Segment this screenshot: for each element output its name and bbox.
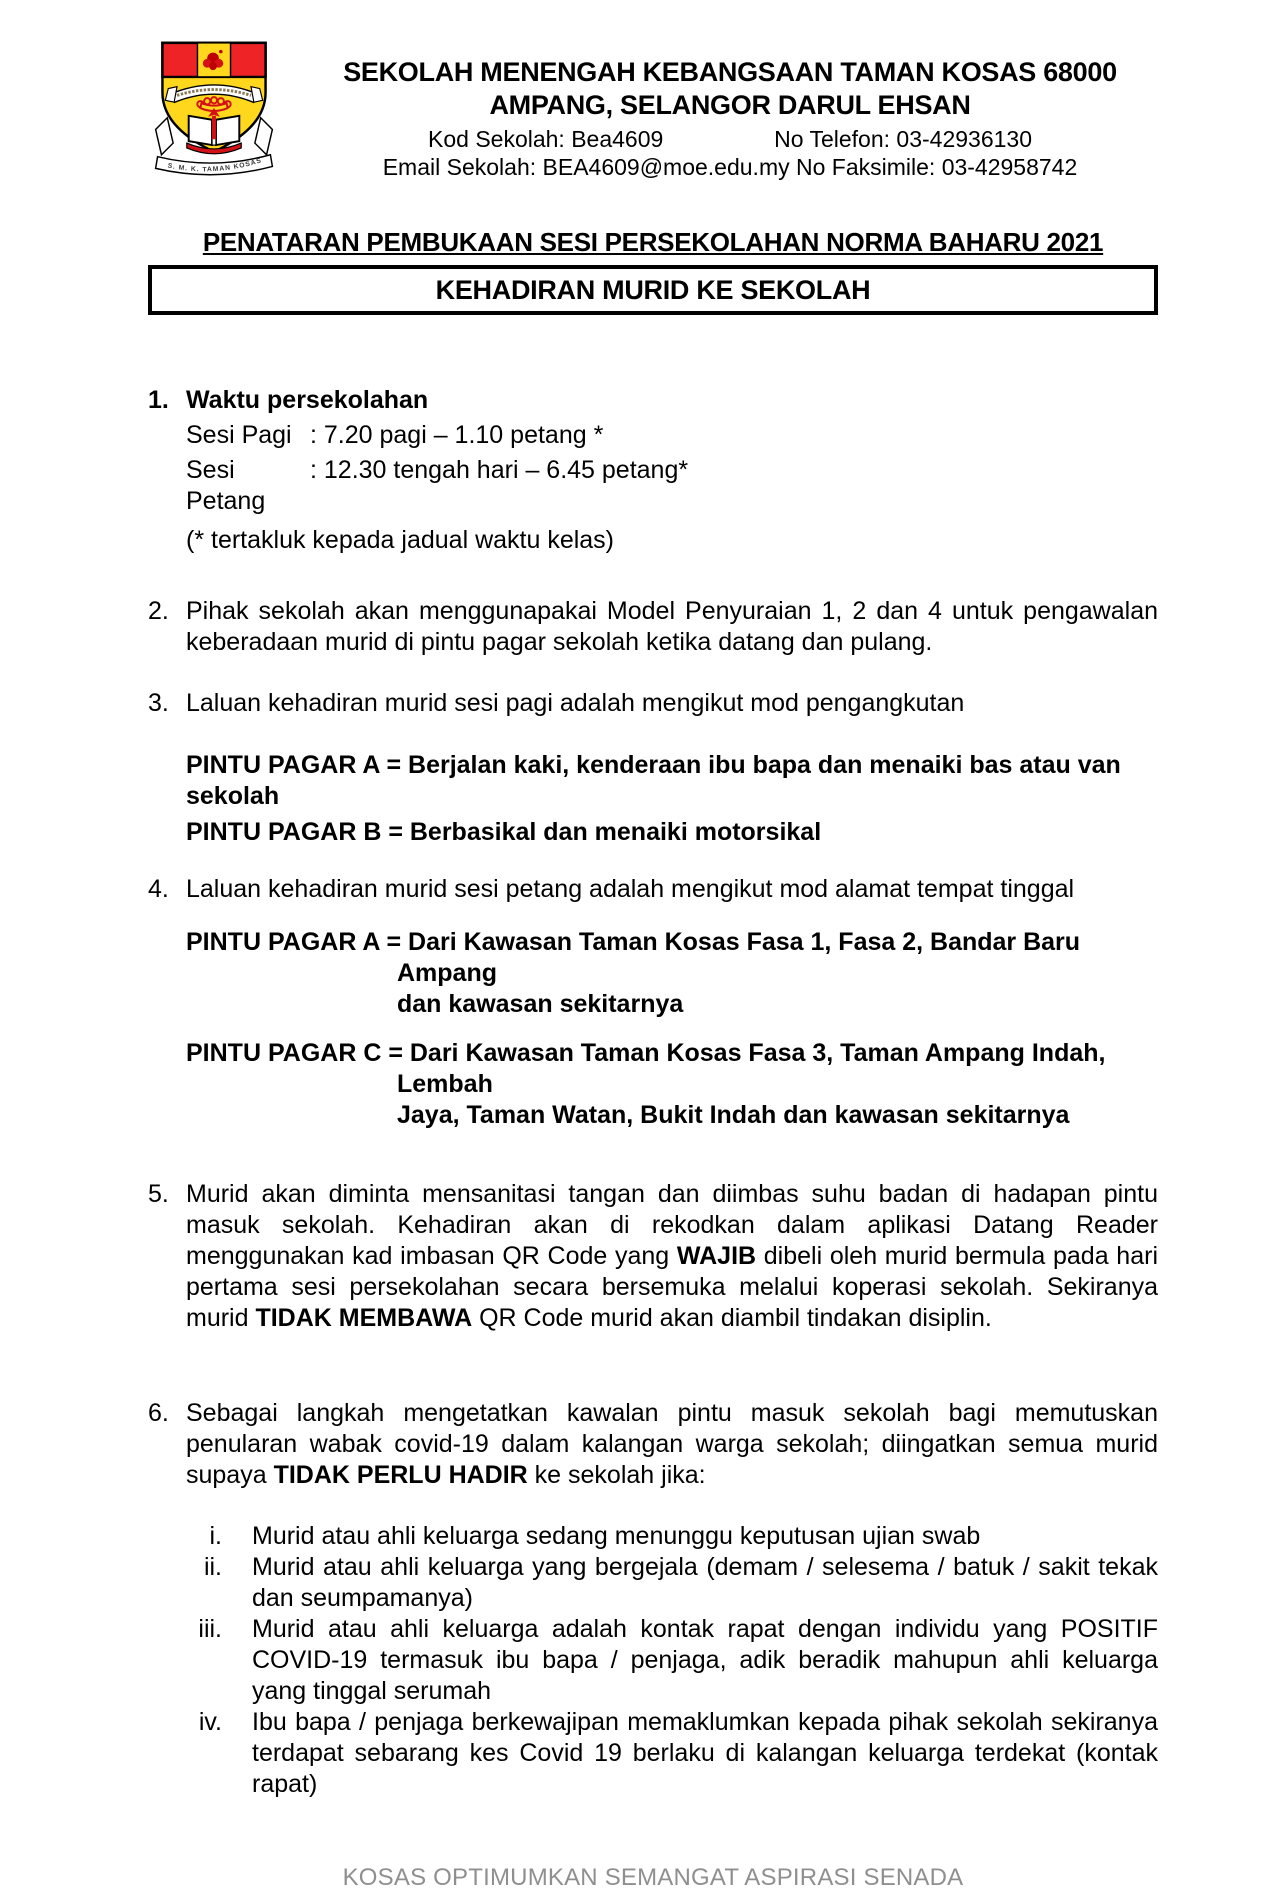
item-2-number: 2. [148, 597, 169, 625]
subtitle-box [148, 265, 1158, 315]
session-value: : 12.30 tengah hari – 6.45 petang* [310, 456, 689, 484]
school-name-line2: AMPANG, SELANGOR DARUL EHSAN [489, 90, 971, 120]
list-item-5 [148, 1179, 1158, 1334]
session-note: (* tertakluk kepada jadual waktu kelas) [186, 526, 615, 554]
roman-item-iii [148, 1614, 1158, 1707]
session-label: Sesi Petang [186, 456, 266, 515]
roman-item-iv [148, 1707, 1158, 1800]
item-2-text: Pihak sekolah akan menggunapakai Model Penyuraian 1, 2 dan 4 untuk pengawalan keberadaan murid di pintu pagar sekolah ketika datang dan pulang. [186, 597, 1158, 656]
item-4-text: Laluan kehadiran murid sesi petang adalah mengikut mod alamat tempat tinggal [186, 875, 1075, 903]
roman-number: ii. [203, 1553, 222, 1581]
item-1-number: 1. [148, 386, 169, 414]
item-6-text: Sebagai langkah mengetatkan kawalan pintu masuk sekolah bagi memutuskan penularan wabak covid-19 dalam kalangan warga sekolah; diingatkan semua murid supaya TIDAK PERLU HADIR ke sekolah jika: [186, 1399, 1158, 1489]
list-item-3 [148, 688, 1158, 719]
item-5-text: Murid akan diminta mensanitasi tangan dan diimbas suhu badan di hadapan pintu masuk sekolah. Kehadiran akan di rekodkan dalam aplikasi Datang Reader menggunakan kad imbasan QR Code yang WAJIB dibeli oleh murid bermula pada hari pertama sesi persekolahan secara bersemuka melalui koperasi sekolah. Sekiranya murid TIDAK MEMBAWA QR Code murid akan diambil tindakan disiplin. [186, 1180, 1158, 1332]
subtitle-box-text: KEHADIRAN MURID KE SEKOLAH [435, 274, 871, 305]
session-label: Sesi Pagi [186, 421, 292, 449]
item-3-number: 3. [148, 689, 169, 717]
gate-a-line1: Dari Kawasan Taman Kosas Fasa 1, Fasa 2, Bandar Baru Ampang [397, 928, 1081, 987]
roman-number: iii. [198, 1615, 222, 1643]
gate-c-line1: Dari Kawasan Taman Kosas Fasa 3, Taman Ampang Indah, Lembah [397, 1039, 1106, 1098]
session-value: : 7.20 pagi – 1.10 petang * [310, 421, 604, 449]
school-email-fax: Email Sekolah: BEA4609@moe.edu.my No Faksimile: 03-42958742 [382, 154, 1078, 180]
gate-c-afternoon [148, 1038, 1158, 1131]
item-5-number: 5. [148, 1180, 169, 1208]
item-4-number: 4. [148, 875, 169, 903]
document-title: PENATARAN PEMBUKAAN SESI PERSEKOLAHAN NORMA BAHARU 2021 [202, 227, 1104, 257]
crest-banner-text: S. M. K. TAMAN KOSAS [166, 157, 263, 174]
list-item-1 [148, 385, 1158, 416]
page-footer-motto: KOSAS OPTIMUMKAN SEMANGAT ASPIRASI SENADA [342, 1864, 964, 1891]
roman-item-ii [148, 1552, 1158, 1614]
roman-item-i [148, 1521, 1158, 1552]
roman-text: Murid atau ahli keluarga sedang menunggu keputusan ujian swab [252, 1522, 981, 1550]
item-1-heading: Waktu persekolahan [186, 386, 429, 414]
gate-a-head: PINTU PAGAR A = [186, 928, 409, 956]
school-phone: No Telefon: 03-42936130 [774, 126, 1032, 152]
school-name-line1: SEKOLAH MENENGAH KEBANGSAAN TAMAN KOSAS 68000 [343, 57, 1117, 87]
roman-number: i. [209, 1522, 222, 1550]
roman-text: Murid atau ahli keluarga adalah kontak rapat dengan individu yang POSITIF COVID-19 termasuk ibu bapa / penjaga, adik beradik mahupun ahli keluarga yang tinggal serumah [252, 1615, 1158, 1705]
gate-c-line2: Jaya, Taman Watan, Bukit Indah dan kawasan sekitarnya [397, 1101, 1070, 1129]
roman-number: iv. [198, 1708, 222, 1736]
gate-a-morning: PINTU PAGAR A = Berjalan kaki, kenderaan ibu bapa dan menaiki bas atau van sekolah [186, 751, 1121, 810]
roman-text: Murid atau ahli keluarga yang bergejala (demam / selesema / batuk / sakit tekak dan seumpamanya) [252, 1553, 1158, 1612]
gate-a-afternoon [148, 927, 1158, 1020]
school-code: Kod Sekolah: Bea4609 [428, 126, 664, 152]
session-row-morning [186, 420, 1158, 451]
roman-text: Ibu bapa / penjaga berkewajipan memaklumkan kepada pihak sekolah sekiranya terdapat sebarang kes Covid 19 berlaku di kalangan keluarga terdekat (kontak rapat) [252, 1708, 1158, 1798]
gate-c-head: PINTU PAGAR C = [186, 1039, 410, 1067]
roman-sublist [148, 1521, 1158, 1800]
item-6-number: 6. [148, 1399, 169, 1427]
document-body [148, 0, 1158, 1893]
gate-a-line2: dan kawasan sekitarnya [397, 990, 684, 1018]
item-3-text: Laluan kehadiran murid sesi pagi adalah mengikut mod pengangkutan [186, 689, 965, 717]
list-item-6 [148, 1398, 1158, 1491]
list-item-4 [148, 874, 1158, 905]
gate-b-morning: PINTU PAGAR B = Berbasikal dan menaiki motorsikal [186, 818, 822, 846]
session-row-afternoon [186, 455, 1158, 517]
list-item-2 [148, 596, 1158, 658]
